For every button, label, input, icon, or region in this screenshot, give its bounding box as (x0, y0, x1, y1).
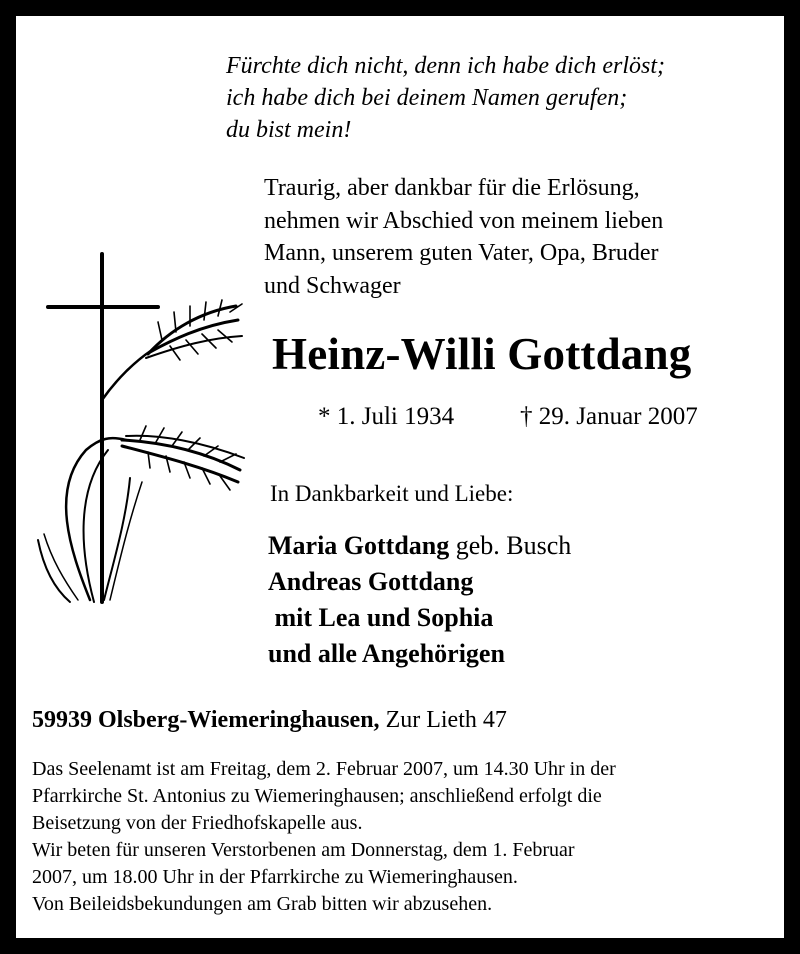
address-street: Zur Lieth 47 (379, 707, 507, 733)
verse-line: ich habe dich bei deinem Namen gerufen; (226, 85, 628, 111)
family-member (268, 528, 571, 564)
cross-with-wheat-icon (30, 250, 250, 610)
address (32, 704, 507, 736)
farewell-line: und Schwager (264, 272, 401, 299)
notice-line: Das Seelenamt ist am Freitag, dem 2. Februar 2007, um 14.30 Uhr in der (32, 758, 616, 780)
farewell-text (264, 172, 663, 302)
verse-line: Fürchte dich nicht, denn ich habe dich erlöst; (226, 53, 665, 79)
family-member: Andreas Gottdang (268, 567, 474, 596)
address-city: 59939 Olsberg-Wiemeringhausen, (32, 707, 380, 733)
deceased-name: Heinz-Willi Gottdang (272, 329, 692, 379)
farewell-line: Mann, unserem guten Vater, Opa, Bruder (264, 240, 659, 266)
notice-line: 2007, um 18.00 Uhr in der Pfarrkirche zu Wiemeringhausen. (32, 866, 518, 888)
family-member: und alle Angehörigen (268, 639, 505, 668)
family-list (268, 528, 571, 672)
death-date: † 29. Januar 2007 (520, 403, 698, 430)
notice-line: Beisetzung von der Friedhofskapelle aus. (32, 812, 363, 834)
notice-line: Pfarrkirche St. Antonius zu Wiemeringhausen; anschließend erfolgt die (32, 785, 602, 807)
farewell-line: Traurig, aber dankbar für die Erlösung, (264, 175, 640, 201)
notice-line: Von Beileidsbekundungen am Grab bitten wir abzusehen. (32, 893, 493, 915)
verse-line: du bist mein! (226, 117, 352, 143)
birth-date: * 1. Juli 1934 (318, 403, 455, 430)
family-member: mit Lea und Sophia (268, 603, 494, 632)
bible-verse (226, 50, 665, 146)
spouse-name: Maria Gottdang (268, 531, 450, 560)
spouse-maiden-name: geb. Busch (449, 531, 572, 560)
service-notice (32, 756, 616, 918)
farewell-line: nehmen wir Abschied von meinem lieben (264, 207, 664, 234)
closing-phrase: In Dankbarkeit und Liebe: (270, 481, 514, 506)
notice-line: Wir beten für unseren Verstorbenen am Donnerstag, dem 1. Februar (32, 839, 575, 861)
